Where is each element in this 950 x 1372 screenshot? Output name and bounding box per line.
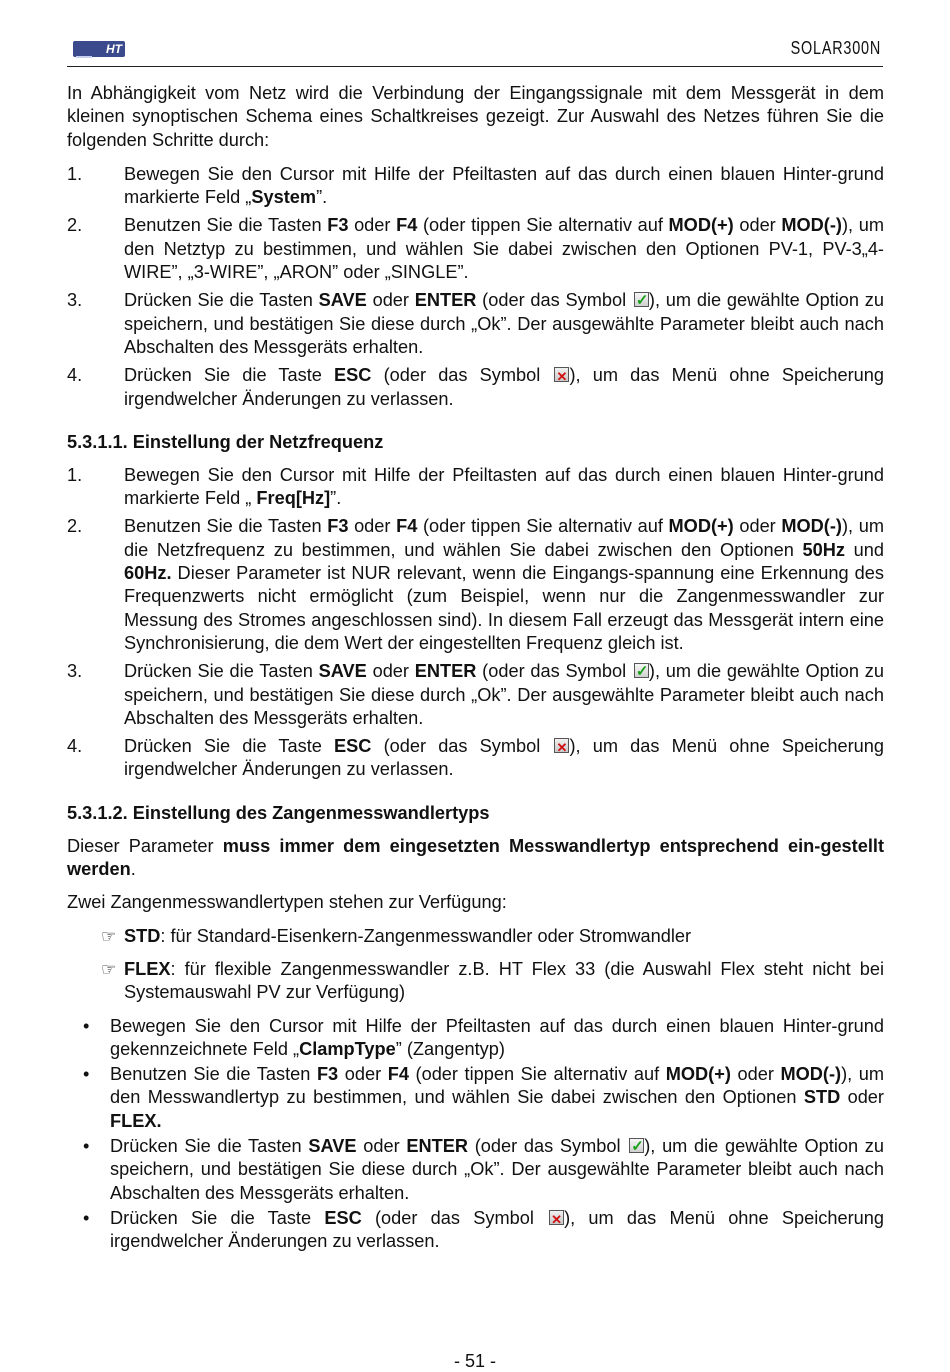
list-item: 2. Benutzen Sie die Tasten F3 oder F4 (oder tippen Sie alternativ auf MOD(+) oder MOD(-)), um die Netzfrequenz zu bestimmen, und wählen Sie dabei zwischen den Optionen 50Hz und 60Hz. Dieser Parameter ist NUR relevant, wenn die Eingangs-spannung eine Erkennung des Frequenzwerts nicht ermöglicht (zum Beispiel, wenn nur die Zangenmesswandler zur Messung des Stromes angeschlossen sind). In diesem Fall erzeugt das Messgerät intern eine Synchronisierung, die dem Wert der eingestellten Frequenz gleich ist. — [67, 516, 884, 653]
list-item: • Drücken Sie die Taste ESC (oder das Symbol ✕), um das Menü ohne Speicherung irgendwelcher Änderungen zu verlassen. — [67, 1207, 884, 1254]
list-item: 3. Drücken Sie die Tasten SAVE oder ENTER (oder das Symbol ✓), um die gewählte Option zu speichern, und bestätigen Sie diese durch „Ok”. Der ausgewählte Parameter bleibt auch nach Abschalten des Messgeräts erhalten. — [67, 660, 884, 730]
page-header — [67, 36, 883, 67]
bullet-icon: • — [83, 1207, 90, 1228]
model-name: SOLAR300N — [790, 38, 881, 58]
clamp-type-flex: ☞ FLEX: für flexible Zangenmesswandler z.B. HT Flex 33 (die Auswahl Flex steht nicht bei Systemauswahl PV zur Verfügung) — [101, 958, 884, 1003]
list-item: 4. Drücken Sie die Taste ESC (oder das Symbol ✕), um das Menü ohne Speicherung irgendwelcher Änderungen zu verlassen. — [67, 735, 884, 782]
clamp-paragraph: Dieser Parameter muss immer dem eingesetzten Messwandlertyp entsprechend ein-gestellt werden. — [67, 835, 885, 880]
list-item: • Bewegen Sie den Cursor mit Hilfe der Pfeiltasten auf das durch einen blauen Hinter-grund gekennzeichnete Feld „ClampType” (Zangentyp) — [83, 1015, 884, 1059]
page-number: - 51 - — [453, 1351, 496, 1371]
clamp-steps — [67, 1015, 884, 1254]
ok-checkbox-icon — [629, 1138, 644, 1153]
network-steps — [67, 163, 884, 411]
list-item: • Benutzen Sie die Tasten F3 oder F4 (oder tippen Sie alternativ auf MOD(+) oder MOD(-)), um den Messwandlertyp zu bestimmen, und wählen Sie dabei zwischen den Optionen STD oder FLEX. — [83, 1064, 885, 1131]
list-item: 2. Benutzen Sie die Tasten F3 oder F4 (oder tippen Sie alternativ auf MOD(+) oder MOD(-)), um den Netztyp zu bestimmen, und wählen Sie dabei zwischen den Optionen PV-1, PV-3„4-WIRE”, „3-WIRE”, „ARON” oder „SINGLE”. — [67, 215, 884, 283]
page-content — [67, 82, 884, 1255]
pointing-hand-icon: ☞ — [101, 959, 117, 979]
list-item: 4. Drücken Sie die Taste ESC (oder das Symbol ✕), um das Menü ohne Speicherung irgendwelcher Änderungen zu verlassen. — [67, 364, 884, 411]
bullet-icon: • — [83, 1015, 90, 1036]
wave-icon — [76, 44, 92, 58]
pointing-hand-icon: ☞ — [101, 926, 117, 946]
clamp-types-intro: Zwei Zangenmesswandlertypen stehen zur Verfügung: — [67, 892, 507, 913]
intro-paragraph: In Abhängigkeit vom Netz wird die Verbindung der Eingangssignale mit dem Messgerät in dem kleinen synoptischen Schema eines Schaltkreises gezeigt. Zur Auswahl des Netzes führen Sie die folgenden Schritte durch: — [67, 83, 884, 150]
ok-checkbox-icon — [634, 292, 649, 307]
ht-logo: HT — [73, 41, 125, 57]
list-item: 1. Bewegen Sie den Cursor mit Hilfe der Pfeiltasten auf das durch einen blauen Hinter-grund markierte Feld „System”. — [67, 163, 884, 208]
frequency-steps — [67, 464, 884, 782]
list-item: • Drücken Sie die Tasten SAVE oder ENTER (oder das Symbol ✓), um die gewählte Option zu speichern, und bestätigen Sie diese durch „Ok”. Der ausgewählte Parameter bleibt auch nach Abschalten des Messgeräts erhalten. — [67, 1135, 884, 1205]
section-heading-netzfrequenz: 5.3.1.1. Einstellung der Netzfrequenz — [67, 431, 384, 452]
cancel-x-icon — [554, 367, 569, 382]
ok-checkbox-icon — [634, 663, 649, 678]
list-item: 1. Bewegen Sie den Cursor mit Hilfe der Pfeiltasten auf das durch einen blauen Hinter-grund markierte Feld „ Freq[Hz]”. — [67, 464, 884, 509]
list-item: 3. Drücken Sie die Tasten SAVE oder ENTER (oder das Symbol ✓), um die gewählte Option zu speichern, und bestätigen Sie diese durch „Ok”. Der ausgewählte Parameter bleibt auch nach Abschalten des Messgeräts erhalten. — [67, 289, 884, 359]
section-heading-zangenmesswandlertyp: 5.3.1.2. Einstellung des Zangenmesswandlertyps — [67, 802, 490, 823]
clamp-type-std: ☞ STD: für Standard-Eisenkern-Zangenmesswandler oder Stromwandler — [101, 925, 692, 946]
bullet-icon: • — [83, 1135, 90, 1156]
cancel-x-icon — [554, 738, 569, 753]
bullet-icon: • — [83, 1064, 90, 1085]
cancel-x-icon — [549, 1210, 564, 1225]
